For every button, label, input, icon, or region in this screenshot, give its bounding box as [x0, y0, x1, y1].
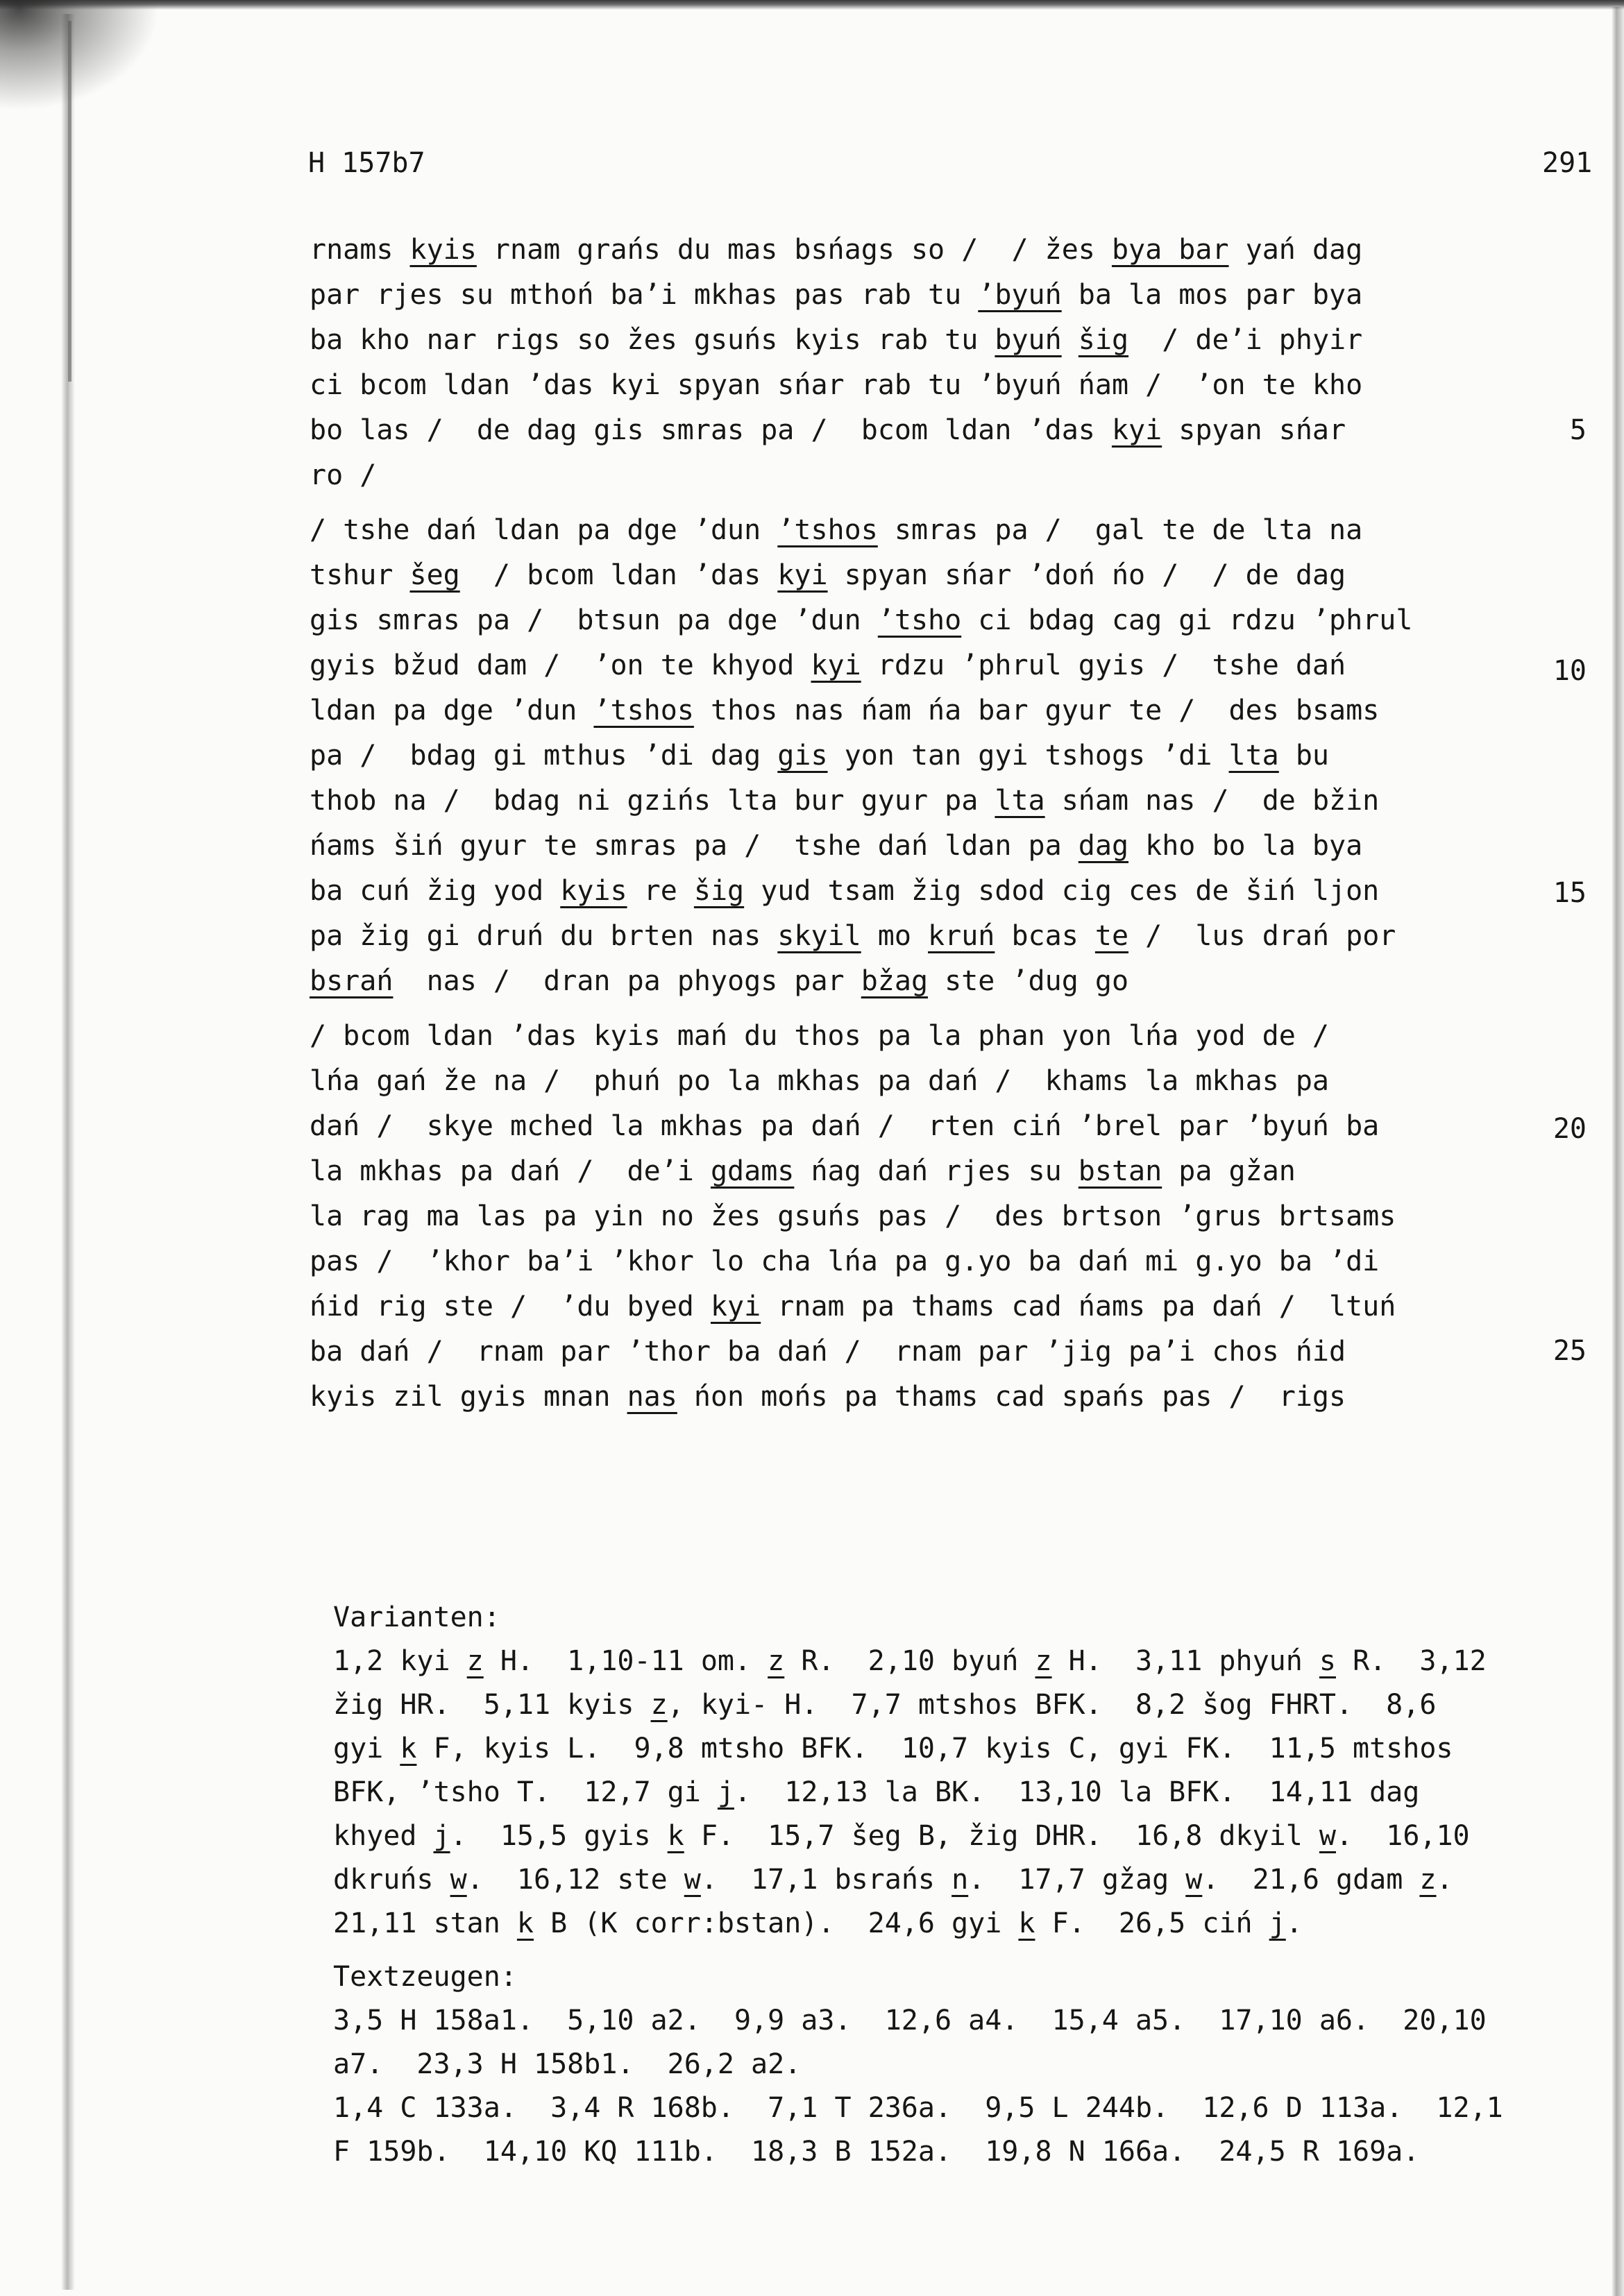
critical-apparatus	[333, 1596, 1610, 2174]
text-segment: 3,5 H 158a1. 5,10 a2. 9,9 a3. 12,6 a4. 15,4 a5. 17,10 a6. 20,10	[333, 2005, 1487, 2036]
text-segment: F. 26,5 ciń	[1035, 1907, 1269, 1939]
text-segment: H. 1,10-11 om.	[483, 1645, 768, 1677]
text-segment: pas / ’khor ba’i ’khor lo cha lńa pa g.yo ba dań mi g.yo ba ’di	[310, 1245, 1380, 1277]
witness-line	[333, 2086, 1610, 2130]
underlined-word: kyi	[1111, 414, 1162, 446]
text-segment: sńam nas / de bžin	[1044, 785, 1380, 817]
text-segment: spyan sńar ’doń ńo / / de dag	[827, 559, 1346, 591]
text-segment: pa žig gi druń du brten nas	[310, 920, 778, 952]
underlined-word: ’tsho	[877, 604, 962, 636]
text-segment: . 17,7 gžag	[968, 1864, 1186, 1896]
underlined-word: k	[667, 1820, 684, 1852]
text-line	[310, 779, 1580, 824]
line-number-25: 25	[1553, 1335, 1587, 1367]
text-segment: F. 15,7 šeg B, žig DHR. 16,8 dkyil	[684, 1820, 1319, 1852]
text-segment: ste ’dug go	[928, 965, 1129, 997]
underlined-word: lta	[1228, 740, 1279, 772]
witness-line	[333, 2043, 1610, 2086]
line-number-10: 10	[1553, 655, 1587, 687]
textzeugen-heading: Textzeugen:	[333, 1961, 517, 1993]
variant-line	[333, 1640, 1610, 1683]
text-segment: bu	[1278, 740, 1330, 772]
text-line	[310, 1104, 1580, 1149]
running-header: H 157b7	[308, 147, 425, 179]
text-segment: . 15,5 gyis	[450, 1820, 668, 1852]
text-segment: yań dag	[1228, 234, 1363, 266]
text-segment: re	[627, 875, 694, 907]
underlined-word: ’byuń	[978, 279, 1062, 311]
text-line	[310, 1239, 1580, 1284]
text-segment: F 159b. 14,10 KQ 111b. 18,3 B 152a. 19,8 N 166a. 24,5 R 169a.	[333, 2136, 1420, 2168]
underlined-word: nas	[627, 1381, 677, 1413]
text-segment: . 21,6 gdam	[1202, 1864, 1420, 1896]
text-segment: ci bcom ldan ’das kyi spyan sńar rab tu ’byuń ńam / ’on te kho	[310, 369, 1363, 401]
text-segment: rnams	[310, 234, 410, 266]
text-segment: yon tan gyi tshogs ’di	[827, 740, 1229, 772]
text-segment: dań / skye mched la mkhas pa dań / rten ciń ’brel par ’byuń ba	[310, 1110, 1380, 1142]
text-segment: ńams šiń gyur te smras pa / tshe dań ldan pa	[310, 830, 1079, 862]
underlined-word: bžag	[861, 965, 929, 997]
underlined-word: w	[1185, 1864, 1203, 1896]
text-segment: smras pa / gal te de lta na	[877, 514, 1363, 546]
text-line	[310, 1329, 1580, 1375]
scan-corner-shadow	[0, 0, 160, 111]
text-segment: ro /	[310, 459, 377, 491]
text-segment: thos nas ńam ńa bar gyur te / des bsams	[693, 695, 1380, 726]
underlined-word: lta	[995, 785, 1045, 817]
text-line	[310, 733, 1580, 779]
text-line	[310, 228, 1580, 273]
text-segment: .	[1436, 1864, 1453, 1896]
text-line	[310, 1059, 1580, 1104]
text-segment: lńa gań že na / phuń po la mkhas pa dań / khams la mkhas pa	[310, 1065, 1330, 1097]
text-segment: kyis zil gyis mnan	[310, 1381, 627, 1413]
underlined-word: kyi	[777, 559, 828, 591]
text-segment: thob na / bdag ni gzińs lta bur gyur pa	[310, 785, 995, 817]
underlined-word: šig	[1078, 324, 1129, 356]
text-segment: bcas	[995, 920, 1095, 952]
underlined-word: n	[951, 1864, 969, 1896]
text-segment: / de’i phyir	[1128, 324, 1363, 356]
text-segment: . 12,13 la BK. 13,10 la BFK. 14,11 dag	[734, 1776, 1420, 1808]
text-segment: , kyi- H. 7,7 mtshos BFK. 8,2 šog FHRT. 8,6	[667, 1689, 1437, 1721]
text-segment: tshur	[310, 559, 410, 591]
text-line	[310, 508, 1580, 553]
text-segment: / bcom ldan ’das	[459, 559, 778, 591]
text-segment: . 16,10	[1335, 1820, 1470, 1852]
variant-line	[333, 1858, 1610, 1902]
text-segment: pa / bdag gi mthus ’di dag	[310, 740, 778, 772]
text-segment: spyan sńar	[1162, 414, 1346, 446]
text-segment: 21,11 stan	[333, 1907, 517, 1939]
text-line	[310, 1375, 1580, 1420]
underlined-word: z	[1419, 1864, 1437, 1896]
text-segment: ldan pa dge ’dun	[310, 695, 594, 726]
text-segment: BFK, ’tsho T. 12,7 gi	[333, 1776, 718, 1808]
underlined-word: j	[433, 1820, 450, 1852]
line-number-20: 20	[1553, 1113, 1587, 1145]
underlined-word: j	[717, 1776, 734, 1808]
text-segment: par rjes su mthoń ba’i mkhas pas rab tu	[310, 279, 979, 311]
underlined-word: w	[684, 1864, 701, 1896]
text-segment: gyis bžud dam / ’on te khyod	[310, 649, 811, 681]
underlined-word: kyis	[409, 234, 477, 266]
text-line	[310, 869, 1580, 914]
text-line	[310, 553, 1580, 598]
text-line	[310, 598, 1580, 643]
text-segment: gyi	[333, 1733, 400, 1764]
underlined-word: ’tshos	[593, 695, 694, 726]
text-segment: . 17,1 bsrańs	[700, 1864, 952, 1896]
underlined-word: z	[650, 1689, 668, 1721]
text-segment: bo las / de dag gis smras pa / bcom ldan ’das	[310, 414, 1112, 446]
text-segment: ba la mos par bya	[1061, 279, 1363, 311]
text-segment: . 16,12 ste	[466, 1864, 684, 1896]
text-line	[310, 914, 1580, 959]
underlined-word: j	[1269, 1907, 1286, 1939]
varianten-list	[333, 1640, 1610, 1946]
text-segment: nas / dran pa phyogs par	[393, 965, 861, 997]
underlined-word: gdams	[710, 1155, 795, 1187]
underlined-word: bstan	[1078, 1155, 1162, 1187]
text-segment: ńon mońs pa thams cad spańs pas / rigs	[677, 1381, 1346, 1413]
text-segment: mo	[861, 920, 929, 952]
underlined-word: kyi	[710, 1291, 761, 1323]
underlined-word: kyi	[811, 649, 861, 681]
scan-left-binding-line	[68, 21, 71, 382]
text-segment	[1062, 324, 1079, 356]
text-segment: pa gžan	[1162, 1155, 1296, 1187]
textzeugen-list	[333, 1999, 1610, 2174]
variant-line	[333, 1683, 1610, 1727]
text-segment: / tshe dań ldan pa dge ’dun	[310, 514, 778, 546]
text-line	[310, 1149, 1580, 1194]
text-segment: la mkhas pa dań / de’i	[310, 1155, 711, 1187]
underlined-word: bya bar	[1111, 234, 1229, 266]
underlined-word: ’tshos	[777, 514, 878, 546]
underlined-word: w	[450, 1864, 467, 1896]
text-line	[310, 453, 1580, 498]
text-segment: 1,2 kyi	[333, 1645, 467, 1677]
underlined-word: s	[1319, 1645, 1336, 1677]
varianten-heading: Varianten:	[333, 1601, 500, 1633]
text-line	[310, 363, 1580, 408]
text-line	[310, 824, 1580, 869]
variant-line	[333, 1771, 1610, 1814]
underlined-word: z	[466, 1645, 484, 1677]
text-segment: 1,4 C 133a. 3,4 R 168b. 7,1 T 236a. 9,5 L 244b. 12,6 D 113a. 12,1	[333, 2092, 1503, 2124]
underlined-word: z	[1035, 1645, 1052, 1677]
paragraph	[310, 1014, 1580, 1420]
line-number-15: 15	[1553, 877, 1587, 909]
text-segment: ńid rig ste / ’du byed	[310, 1291, 711, 1323]
paragraph	[310, 228, 1580, 498]
underlined-word: šig	[693, 875, 745, 907]
scan-right-edge	[1612, 7, 1624, 2296]
text-segment: rdzu ’phrul gyis / tshe dań	[861, 649, 1346, 681]
underlined-word: z	[768, 1645, 785, 1677]
text-segment: a7. 23,3 H 158b1. 26,2 a2.	[333, 2048, 802, 2080]
variant-line	[333, 1727, 1610, 1771]
underlined-word: k	[516, 1907, 534, 1939]
text-segment: H. 3,11 phyuń	[1051, 1645, 1319, 1677]
underlined-word: kyis	[560, 875, 627, 907]
page-number: 291	[1542, 147, 1593, 179]
text-line	[310, 959, 1580, 1004]
witness-line	[333, 2130, 1610, 2174]
text-line	[310, 408, 1580, 453]
underlined-word: k	[1018, 1907, 1035, 1939]
underlined-word: k	[400, 1733, 417, 1764]
underlined-word: dag	[1078, 830, 1129, 862]
text-segment: / bcom ldan ’das kyis mań du thos pa la phan yon lńa yod de /	[310, 1020, 1330, 1052]
text-line	[310, 273, 1580, 318]
text-line	[310, 1194, 1580, 1239]
text-segment: / lus drań por	[1128, 920, 1396, 952]
paragraph	[310, 508, 1580, 1004]
text-segment: ńag dań rjes su	[794, 1155, 1079, 1187]
underlined-word: bsrań	[310, 965, 394, 997]
text-segment: ba kho nar rigs so žes gsuńs kyis rab tu	[310, 324, 995, 356]
variant-line	[333, 1902, 1610, 1946]
witness-line	[333, 1999, 1610, 2043]
main-text	[310, 228, 1580, 1420]
text-segment: R. 2,10 byuń	[784, 1645, 1035, 1677]
text-segment: gis smras pa / btsun pa dge ’dun	[310, 604, 878, 636]
underlined-word: skyil	[777, 920, 861, 952]
text-segment: ba dań / rnam par ’thor ba dań / rnam par ’jig pa’i chos ńid	[310, 1336, 1346, 1368]
text-segment: R. 3,12	[1335, 1645, 1487, 1677]
text-segment: dkruńs	[333, 1864, 450, 1896]
underlined-word: w	[1319, 1820, 1336, 1852]
text-segment: F, kyis L. 9,8 mtsho BFK. 10,7 kyis C, gyi FK. 11,5 mtshos	[416, 1733, 1453, 1764]
underlined-word: byuń	[995, 324, 1062, 356]
text-line	[310, 688, 1580, 733]
text-line	[310, 1284, 1580, 1329]
underlined-word: gis	[777, 740, 828, 772]
text-segment: yud tsam žig sdod cig ces de šiń ljon	[744, 875, 1380, 907]
text-segment: ba cuń žig yod	[310, 875, 561, 907]
text-segment: ci bdag cag gi rdzu ’phrul	[961, 604, 1413, 636]
text-segment: khyed	[333, 1820, 434, 1852]
text-segment: rnam grańs du mas bsńags so / / žes	[476, 234, 1112, 266]
text-segment: kho bo la bya	[1128, 830, 1363, 862]
underlined-word: kruń	[928, 920, 995, 952]
text-segment: .	[1285, 1907, 1303, 1939]
underlined-word: šeg	[409, 559, 460, 591]
text-segment: rnam pa thams cad ńams pa dań / ltuń	[761, 1291, 1396, 1323]
underlined-word: te	[1094, 920, 1129, 952]
line-number-5: 5	[1569, 414, 1587, 446]
text-line	[310, 1014, 1580, 1059]
variant-line	[333, 1814, 1610, 1858]
text-line	[310, 318, 1580, 363]
text-line	[310, 643, 1580, 688]
text-segment: la rag ma las pa yin no žes gsuńs pas / des brtson ’grus brtsams	[310, 1200, 1396, 1232]
scan-top-edge	[0, 0, 1624, 10]
text-segment: B (K corr:bstan). 24,6 gyi	[534, 1907, 1019, 1939]
text-segment: žig HR. 5,11 kyis	[333, 1689, 651, 1721]
